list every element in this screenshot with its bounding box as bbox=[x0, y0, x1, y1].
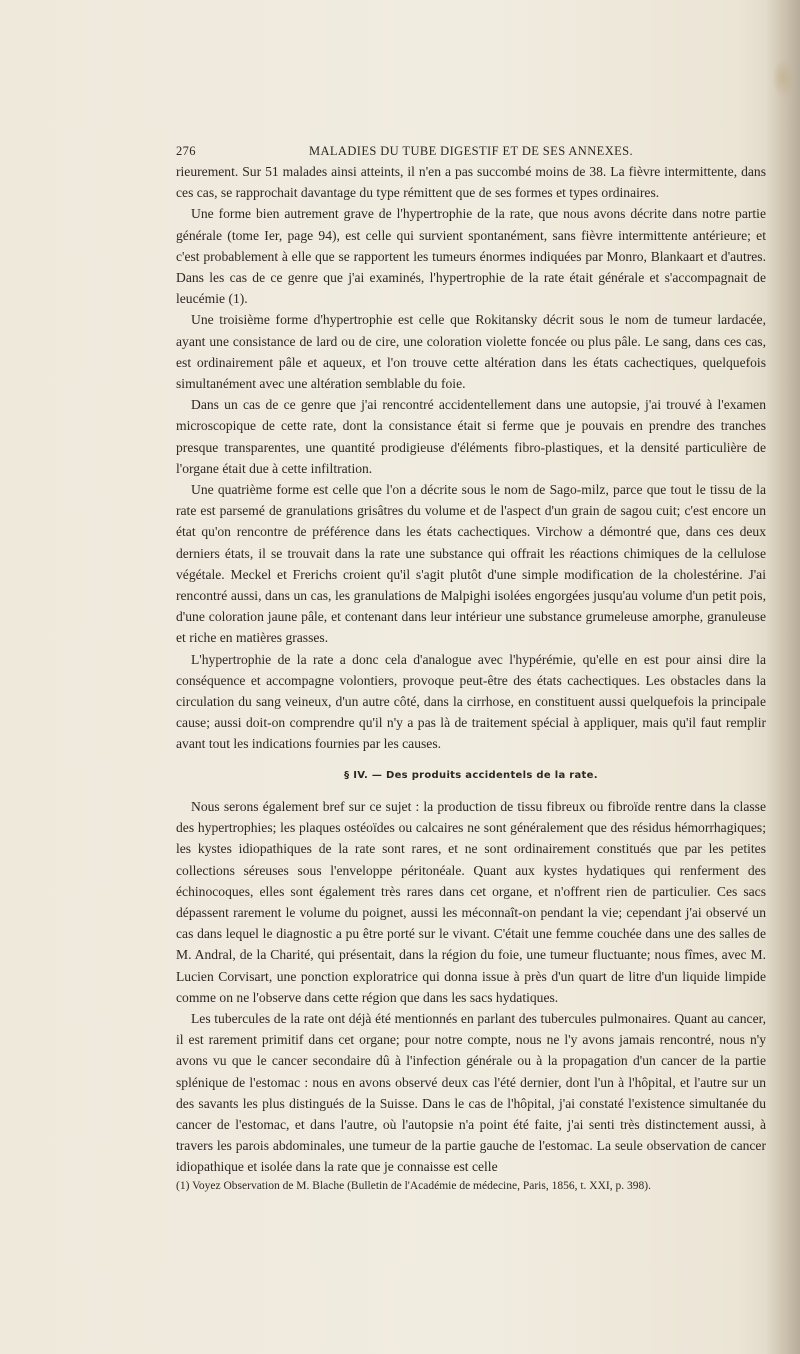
page-body bbox=[176, 161, 766, 1194]
page-number: 276 bbox=[176, 144, 196, 158]
page-edge-shadow bbox=[766, 0, 800, 1354]
running-header bbox=[176, 144, 766, 160]
paragraph: Une quatrième forme est celle que l'on a décrite sous le nom de Sago-milz, parce que tout le tissu de la rate est parsemé de granulations grisâtres du volume et de l'aspect d'un grain de sagou cuit; c'est encore un état qu'on rencontre de préférence dans les états cachectiques. Virchow a démontré que, dans ces deux derniers états, il se trouvait dans la rate une substance qui offrait les réactions chimiques de la cellulose végétale. Meckel et Frerichs croient qu'il s'agit plutôt d'une simple modification de la cholestérine. J'ai rencontré aussi, dans un cas, les granulations de Malpighi isolées engorgées jusqu'au volume d'un petit pois, d'une coloration jaune pâle, et contenant dans leur intérieur une substance grumeleuse amorphe, granuleuse et riche en matières grasses. bbox=[176, 482, 766, 646]
paragraph: Une troisième forme d'hypertrophie est celle que Rokitansky décrit sous le nom de tumeur lardacée, ayant une consistance de lard ou de cire, une coloration violette foncée ou plus pâle. Le sang, dans ces cas, est ordinairement pâle et aqueux, et l'on trouve cette altération dans les états cachectiques, quelquefois simultanément avec une altération semblable du foie. bbox=[176, 312, 766, 392]
paragraph: Nous serons également bref sur ce sujet : la production de tissu fibreux ou fibroïde rentre dans la classe des hypertrophies; les plaques ostéoïdes ou calcaires ne sont généralement que des résidus hémorrhagiques; les kystes idiopathiques de la rate sont rares, et ne sont ordinairement constitués que par les petites collections séreuses sous l'enveloppe péritonéale. Quant aux kystes hydatiques qui renferment des échinocoques, elles sont également très rares dans cet organe, et n'offrent rien de particulier. Ces sacs dépassent rarement le volume du poignet, aussi les méconnaît-on pendant la vie; cependant j'ai observé un cas dans lequel le diagnostic a pu être porté sur le vivant. C'était une femme couchée dans une des salles de M. Andral, de la Charité, qui présentait, dans la région du foie, une tumeur fluctuante; nous fîmes, avec M. Lucien Corvisart, une ponction exploratrice qui donna issue à près d'un quart de litre d'un liquide limpide comme on ne l'observe dans cette région que dans les sacs hydatiques. bbox=[176, 798, 766, 1005]
footnote: (1) Voyez Observation de M. Blache (Bulletin de l'Académie de médecine, Paris, 1856, t. XXI, p. 398). bbox=[176, 1179, 651, 1192]
section-heading: § IV. — Des produits accidentels de la rate. bbox=[344, 769, 598, 781]
paragraph: L'hypertrophie de la rate a donc cela d'analogue avec l'hypérémie, qu'elle en est pour ainsi dire la conséquence et accompagne volontiers, provoque peut-être des états cachectiques. Les obstacles dans la circulation du sang veineux, d'un autre côté, dans la cirrhose, en constituent aussi quelquefois la principale cause; aussi doit-on comprendre qu'il n'y a pas là de traitement spécial à appliquer, mais qu'il faut remplir avant tout les indications fournies par les causes. bbox=[176, 651, 766, 752]
paragraph: Dans un cas de ce genre que j'ai rencontré accidentellement dans une autopsie, j'ai trouvé à l'examen microscopique de cette rate, dont la consistance était si ferme que je pouvais en prendre des tranches presque transparentes, une quantité prodigieuse d'éléments fibro-plastiques, et la densité particulière de l'organe était due à cette infiltration. bbox=[176, 397, 766, 476]
running-title: MALADIES DU TUBE DIGESTIF ET DE SES ANNEXES. bbox=[308, 144, 634, 158]
paper-stain bbox=[772, 58, 794, 98]
paragraph: rieurement. Sur 51 malades ainsi atteints, il n'en a pas succombé moins de 38. La fièvre intermittente, dans ces cas, se rapprochait davantage du type rémittent que de ses formes et types ordinaires. bbox=[176, 164, 766, 201]
paragraph: Les tubercules de la rate ont déjà été mentionnés en parlant des tubercules pulmonaires. Quant au cancer, il est rarement primitif dans cet organe; pour notre compte, nous ne l'y avons jamais rencontré, nous n'y avons vu que le cancer secondaire dû à l'infection générale ou à la propagation d'un cancer de la partie splénique de l'estomac : nous en avons observé deux cas l'été dernier, dont l'un à l'hôpital, et l'autre sur un des savants les plus distingués de la Suisse. Dans le cas de l'hôpital, j'ai constaté l'existence simultanée du cancer de l'estomac, et dans l'autre, où l'autopsie n'a point été faite, j'ai senti très distinctement aussi, à travers les parois abdominales, une tumeur de la partie gauche de l'estomac. La seule observation de cancer idiopathique et isolée dans la rate que je connaisse est celle bbox=[176, 1010, 766, 1175]
paragraph: Une forme bien autrement grave de l'hypertrophie de la rate, que nous avons décrite dans notre partie générale (tome Ier, page 94), est celle qui survient spontanément, sans fièvre intermittente antérieure; et c'est probablement à elle que se rapportent les tumeurs énormes indiquées par Monro, Blankaart et d'autres. Dans les cas de ce genre que j'ai examinés, l'hypertrophie de la rate était générale et s'accompagnait de leucémie (1). bbox=[176, 206, 766, 307]
